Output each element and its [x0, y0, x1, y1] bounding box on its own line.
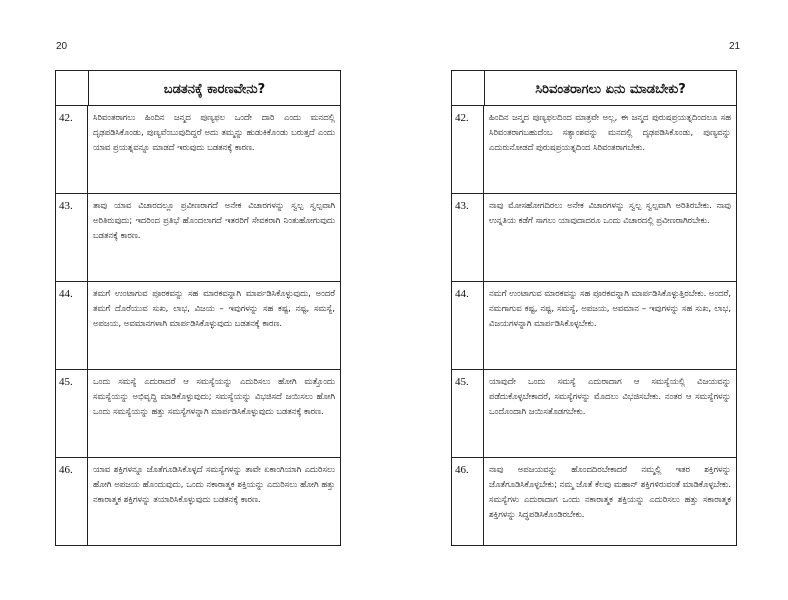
right-page-table — [451, 70, 737, 546]
table-body — [56, 106, 340, 545]
row-text: ಯಾವುದೇ ಒಂದು ಸಮಸ್ಯೆ ಎದುರಾದಾಗ ಆ ಸಮಸ್ಯೆಯಲ್ಲಿ ವಿಜಯವನ್ನು ಪಡೆದುಕೊಳ್ಳಬೇಕಾದರೆ, ಸಮಸ್ಯೆಗಳನ್ನು ಮೊದಲು ವಿಭಜಿಸಬೇಕು. ನಂತರ ಆ ಸಮಸ್ಯೆಗಳನ್ನು ಒಂದೊಂದಾಗಿ ಜಯಿಸತೊಡಗಬೇಕು. — [489, 376, 731, 416]
table-row — [452, 281, 736, 369]
row-text: ಒಂದು ಸಮಸ್ಯೆ ಎದುರಾದರೆ ಆ ಸಮಸ್ಯೆಯನ್ನು ಎದುರಿಸಲು ಹೋಗಿ ಮತ್ತೊಂದು ಸಮಸ್ಯೆಯನ್ನು ಅಭಿವೃದ್ಧಿ ಮಾಡಿಕೊಳ್ಳುವುದು; ಸಮಸ್ಯೆಯನ್ನು ವಿಭಜಿಸದೆ ಜಯಿಸಲು ಹೋಗಿ ಒಂದು ಸಮಸ್ಯೆಯನ್ನು ಹತ್ತು ಸಮಸ್ಯೆಗಳನ್ನಾಗಿ ಮಾರ್ಪಡಿಸಿಕೊಳ್ಳುವುದು ಬಡತನಕ್ಕೆ ಕಾರಣ. — [93, 376, 335, 416]
table-row — [56, 281, 340, 369]
left-page-table — [55, 70, 341, 546]
number-column-header — [56, 71, 89, 105]
row-number: 44. — [56, 282, 88, 369]
page-number-left: 20 — [56, 41, 68, 52]
row-text: ತಮಗೆ ಉಂಟಾಗುವ ಪೂರಕವನ್ನು ಸಹ ಮಾರಕವನ್ನಾಗಿ ಮಾರ್ಪಡಿಸಿಕೊಳ್ಳುವುದು, ಅಂದರೆ ತಮಗೆ ದೊರೆಯುವ ಸುಖ, ಲಾಭ, ವಿಜಯ – ಇವುಗಳನ್ನು ಸಹ ಕಷ್ಟ, ನಷ್ಟ, ಸಮಸ್ಯೆ, ಅಪಜಯ, ಅವಮಾನಗಳಾಗಿ ಮಾರ್ಪಡಿಸಿಕೊಳ್ಳುವುದು ಬಡತನಕ್ಕೆ ಕಾರಣ. — [93, 288, 335, 328]
table-row — [452, 369, 736, 457]
row-number: 43. — [56, 194, 88, 281]
row-number: 43. — [452, 194, 484, 281]
row-text: ನಾವು ಮೋಸಹೋಗದಿರಲು ಅನೇಕ ವಿಚಾರಗಳನ್ನು ಸ್ವಲ್ಪ ಸ್ವಲ್ಪವಾಗಿ ಅರಿತಿರಬೇಕು. ನಾವು ಉನ್ನತಿಯ ಕಡೆಗೆ ಸಾಗಲು ಯಾವುದಾದರೂ ಒಂದು ವಿಚಾರದಲ್ಲಿ ಪ್ರವೀಣರಾಗಿರಬೇಕು. — [489, 200, 731, 225]
row-text: ತಾವು ಯಾವ ವಿಚಾರದಲ್ಲೂ ಪ್ರವೀಣರಾಗದೆ ಅನೇಕ ವಿಚಾರಗಳನ್ನು ಸ್ವಲ್ಪ ಸ್ವಲ್ಪವಾಗಿ ಅರಿತಿರುವುದು; ಇದರಿಂದ ಪ್ರತಿಭೆ ಹೊಂದಲಾಗದೆ ಇತರರಿಗೆ ಸೇವಕರಾಗಿ ನಿಂತುಹೋಗುವುದು ಬಡತನಕ್ಕೆ ಕಾರಣ. — [93, 200, 335, 240]
row-number: 45. — [56, 370, 88, 457]
table-row — [56, 369, 340, 457]
table-row — [452, 457, 736, 545]
row-text: ನಾವು ಅಪಜಯವನ್ನು ಹೊಂದದಿರಬೇಕಾದರೆ ನಮ್ಮಲ್ಲಿ ಇತರ ಶಕ್ತಿಗಳನ್ನು ಜೊತೆಗೂಡಿಸಿಕೊಳ್ಳಬೇಕು; ನಮ್ಮ ಜೊತೆ ಕೆಲವು ಮಹಾನ್ ಶಕ್ತಿಗಳಿರುವಂತೆ ಮಾಡಿಕೊಳ್ಳಬೇಕು. ಸಮಸ್ಯೆಗಳು ಎದುರಾದಾಗ ಒಂದು ನಕಾರಾತ್ಮಕ ಶಕ್ತಿಯನ್ನು ಎದುರಿಸಲು ಹತ್ತು ಸಕಾರಾತ್ಮಕ ಶಕ್ತಿಗಳನ್ನು ಸಿದ್ಧಪಡಿಸಿಕೊಂಡಿರಬೇಕು. — [489, 464, 731, 519]
table-title: ಬಡತನಕ್ಕೆ ಕಾರಣವೇನು? — [163, 81, 266, 97]
row-text: ಯಾವ ಶಕ್ತಿಗಳನ್ನೂ ಜೊತೆಗೂಡಿಸಿಕೊಳ್ಳದೆ ಸಮಸ್ಯೆಗಳನ್ನು ತಾವೇ ಏಕಾಂಗಿಯಾಗಿ ಎದುರಿಸಲು ಹೋಗಿ ಅಪಜಯ ಹೊಂದುವುದು, ಒಂದು ನಕಾರಾತ್ಮಕ ಶಕ್ತಿಯನ್ನು ಎದುರಿಸಲು ಹೋಗಿ ಹತ್ತು ನಕಾರಾತ್ಮಕ ಶಕ್ತಿಗಳನ್ನು ತಯಾರಿಸಿಕೊಳ್ಳುವುದು ಬಡತನಕ್ಕೆ ಕಾರಣ. — [93, 464, 335, 504]
table-row — [56, 193, 340, 281]
row-number: 44. — [452, 282, 484, 369]
row-number: 46. — [452, 458, 484, 545]
row-text: ಹಿಂದಿನ ಜನ್ಮದ ಪುಣ್ಯಫಲದಿಂದ ಮಾತ್ರವೇ ಅಲ್ಲ, ಈ ಜನ್ಮದ ಪುರುಷಪ್ರಯತ್ನದಿಂದಲೂ ಸಹ ಸಿರಿವಂತರಾಗಬಹುದೆಂಬ ಸತ್ಯಾಂಶವನ್ನು ಮನದಲ್ಲಿ ದೃಢಪಡಿಸಿಕೊಂಡು, ಪುಣ್ಯವನ್ನು ಎದುರುನೋಡದೆ ಪುರುಷಪ್ರಯತ್ನದಿಂದ ಸಿರಿವಂತರಾಗಬೇಕು. — [489, 112, 731, 152]
table-header — [452, 71, 736, 106]
table-row — [452, 193, 736, 281]
row-number: 45. — [452, 370, 484, 457]
row-number: 42. — [452, 106, 484, 193]
row-number: 46. — [56, 458, 88, 545]
table-body — [452, 106, 736, 545]
table-title: ಸಿರಿವಂತರಾಗಲು ಏನು ಮಾಡಬೇಕು? — [535, 81, 686, 97]
table-row — [452, 106, 736, 193]
table-header — [56, 71, 340, 106]
row-text: ನಮಗೆ ಉಂಟಾಗುವ ಮಾರಕವನ್ನು ಸಹ ಪೂರಕವನ್ನಾಗಿ ಮಾರ್ಪಡಿಸಿಕೊಳ್ಳುತ್ತಿರಬೇಕು. ಅಂದರೆ, ನಮಗಾಗುವ ಕಷ್ಟ, ನಷ್ಟ, ಸಮಸ್ಯೆ, ಅಪಜಯ, ಅವಮಾನ – ಇವುಗಳನ್ನು ಸಹ ಸುಖ, ಲಾಭ, ವಿಜಯಗಳನ್ನಾಗಿ ಮಾರ್ಪಡಿಸಿಕೊಳ್ಳಬೇಕು. — [489, 288, 731, 328]
number-column-header — [452, 71, 485, 105]
row-number: 42. — [56, 106, 88, 193]
table-row — [56, 106, 340, 193]
table-row — [56, 457, 340, 545]
row-text: ಸಿರಿವಂತರಾಗಲು ಹಿಂದಿನ ಜನ್ಮದ ಪುಣ್ಯಫಲ ಒಂದೇ ದಾರಿ ಎಂದು ಮನದಲ್ಲಿ ದೃಢಪಡಿಸಿಕೊಂಡು, ಪುಣ್ಯವೆಂಬುವುದಿದ್ದರೆ ಅದು ತಮ್ಮನ್ನು ಹುಡುಕಿಕೊಂಡು ಬರುತ್ತದೆ ಎಂದು ಯಾವ ಪ್ರಯತ್ನವನ್ನೂ ಮಾಡದೆ ಇರುವುದು ಬಡತನಕ್ಕೆ ಕಾರಣ. — [93, 112, 335, 152]
page-number-right: 21 — [729, 41, 741, 52]
